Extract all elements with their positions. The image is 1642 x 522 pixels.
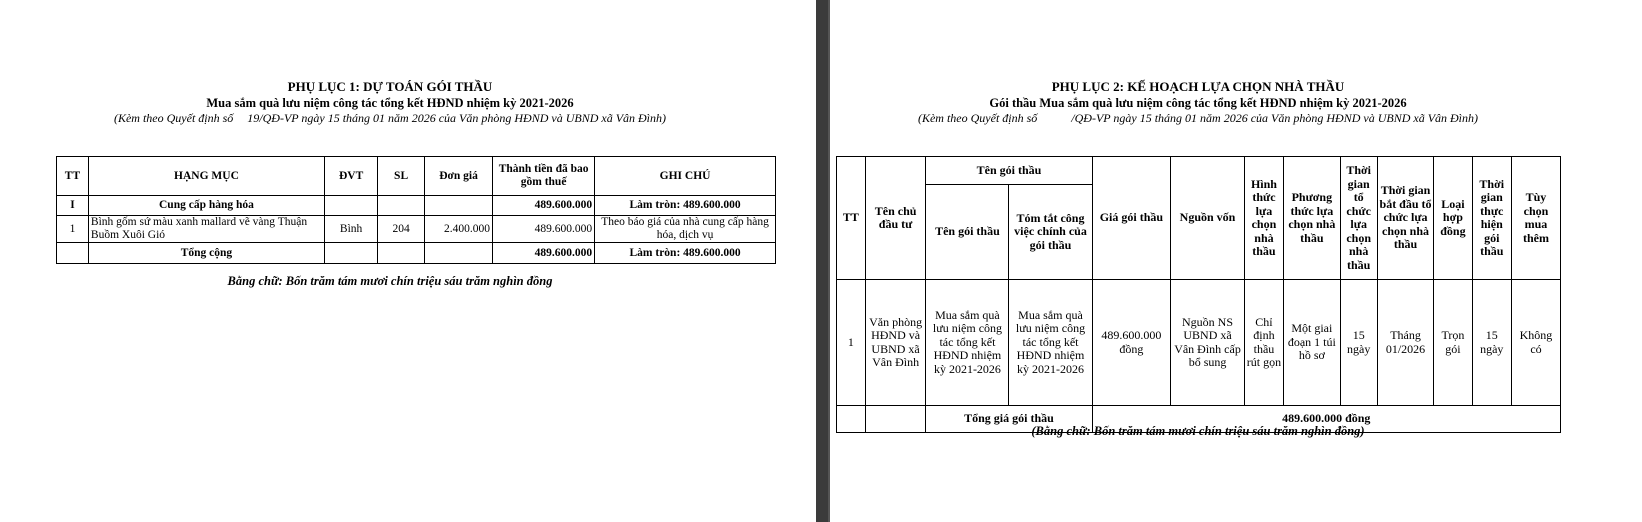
- appendix-1-title: PHỤ LỤC 1: DỰ TOÁN GÓI THẦU: [287, 79, 493, 94]
- cell-qty: [378, 196, 425, 216]
- table-row-section: [57, 196, 776, 216]
- cell-price: [424, 243, 492, 264]
- cost-estimate-table: [56, 156, 776, 264]
- col-package-group: Tên gói thầu: [926, 157, 1092, 185]
- cell-total-label: Tổng cộng: [88, 243, 324, 264]
- cell-unit: Bình: [325, 216, 378, 243]
- cell-total-label: Tổng giá gói thầu: [926, 406, 1092, 433]
- cell-tt: I: [57, 196, 89, 216]
- cell-price: 489.600.000 đồng: [1092, 280, 1171, 406]
- note-start: (Kèm theo Quyết định số: [917, 111, 1038, 125]
- col-duration: Thời gian tổ chức lựa chọn nhà thầu: [1340, 157, 1377, 280]
- col-method: Phương thức lựa chọn nhà thầu: [1284, 157, 1340, 280]
- cell-exec: 15 ngày: [1472, 280, 1511, 406]
- col-tt: TT: [837, 157, 866, 280]
- cell-unit: [325, 243, 378, 264]
- cell-amount: 489.600.000: [493, 196, 595, 216]
- cell-item: Cung cấp hàng hóa: [88, 196, 324, 216]
- appendix-1-decision-note: [0, 110, 780, 126]
- cell-package-name: Mua sắm quà lưu niệm công tác tổng kết HĐND nhiệm kỳ 2021-2026: [926, 280, 1009, 406]
- appendix-1-subtitle: Mua sắm quà lưu niệm công tác tổng kết HĐND nhiệm kỳ 2021-2026: [206, 96, 574, 110]
- col-start: Thời gian bắt đầu tổ chức lựa chọn nhà thầu: [1377, 157, 1433, 280]
- col-unit-price: Đơn giá: [424, 157, 492, 196]
- table-row: [57, 216, 776, 243]
- cell-price: 2.400.000: [424, 216, 492, 243]
- col-item: HẠNG MỤC: [88, 157, 324, 196]
- cell-investor: Văn phòng HĐND và UBND xã Vân Đình: [865, 280, 926, 406]
- amount-in-words: (Bằng chữ: Bốn trăm tám mươi chín triệu sáu trăm nghìn đồng): [1031, 424, 1365, 438]
- contractor-selection-plan-table: [836, 156, 1561, 433]
- cell-note: Làm tròn: 489.600.000: [595, 196, 776, 216]
- col-tt: TT: [57, 157, 89, 196]
- col-funding: Nguồn vốn: [1171, 157, 1244, 280]
- cell-tt: 1: [837, 280, 866, 406]
- col-note: GHI CHÚ: [595, 157, 776, 196]
- col-unit: ĐVT: [325, 157, 378, 196]
- cell-option: Không có: [1511, 280, 1560, 406]
- col-price: Giá gói thầu: [1092, 157, 1171, 280]
- cell-tt: 1: [57, 216, 89, 243]
- cell-summary: Mua sắm quà lưu niệm công tác tổng kết HĐND nhiệm kỳ 2021-2026: [1009, 280, 1092, 406]
- cell-total-value: 489.600.000 đồng: [1092, 406, 1560, 433]
- cell-price: [424, 196, 492, 216]
- page-appendix-2: [828, 0, 1642, 522]
- table-header-row: [57, 157, 776, 196]
- decision-number: 19: [247, 111, 260, 125]
- cell-funding: Nguồn NS UBND xã Vân Đình cấp bổ sung: [1171, 280, 1244, 406]
- cell-method: Một giai đoạn 1 túi hồ sơ: [1284, 280, 1340, 406]
- cell-tt: [57, 243, 89, 264]
- cell-form: Chỉ định thầu rút gọn: [1244, 280, 1283, 406]
- col-form: Hình thức lựa chọn nhà thầu: [1244, 157, 1283, 280]
- col-summary: Tóm tắt công việc chính của gói thầu: [1009, 185, 1092, 280]
- table-row: [837, 280, 1561, 406]
- note-end: /QĐ-VP ngày 15 tháng 01 năm 2026 của Văn phòng HĐND và UBND xã Vân Đình): [259, 111, 667, 125]
- page-appendix-1: [0, 0, 816, 522]
- cell-unit: [325, 196, 378, 216]
- note-start: (Kèm theo Quyết định số: [113, 111, 234, 125]
- cell-item: Bình gốm sứ màu xanh mallard vẽ vàng Thuận Buồm Xuôi Gió: [88, 216, 324, 243]
- cell-note: Theo báo giá của nhà cung cấp hàng hóa, dịch vụ: [595, 216, 776, 243]
- appendix-2-decision-note: [828, 110, 1568, 126]
- cell-contract: Trọn gói: [1434, 280, 1472, 406]
- col-option: Tùy chọn mua thêm: [1511, 157, 1560, 280]
- col-amount: Thành tiền đã bao gồm thuế: [493, 157, 595, 196]
- col-qty: SL: [378, 157, 425, 196]
- cell-qty: [378, 243, 425, 264]
- table-header-row: [837, 157, 1561, 185]
- col-contract: Loại hợp đồng: [1434, 157, 1472, 280]
- col-package-name: Tên gói thầu: [926, 185, 1009, 280]
- cell-duration: 15 ngày: [1340, 280, 1377, 406]
- appendix-2-title: PHỤ LỤC 2: KẾ HOẠCH LỰA CHỌN NHÀ THẦU: [1051, 79, 1345, 94]
- appendix-2-subtitle: Gói thầu Mua sắm quà lưu niệm công tác tổng kết HĐND nhiệm kỳ 2021-2026: [989, 96, 1407, 110]
- cell-qty: 204: [378, 216, 425, 243]
- col-exec: Thời gian thực hiện gói thầu: [1472, 157, 1511, 280]
- note-end: /QĐ-VP ngày 15 tháng 01 năm 2026 của Văn phòng HĐND và UBND xã Vân Đình): [1071, 111, 1479, 125]
- table-row-total: [57, 243, 776, 264]
- amount-in-words: Bằng chữ: Bốn trăm tám mươi chín triệu sáu trăm nghìn đồng: [227, 274, 553, 288]
- cell-total-note: Làm tròn: 489.600.000: [595, 243, 776, 264]
- cell-total-amount: 489.600.000: [493, 243, 595, 264]
- cell-amount: 489.600.000: [493, 216, 595, 243]
- cell-start: Tháng 01/2026: [1377, 280, 1433, 406]
- col-investor: Tên chủ đầu tư: [865, 157, 926, 280]
